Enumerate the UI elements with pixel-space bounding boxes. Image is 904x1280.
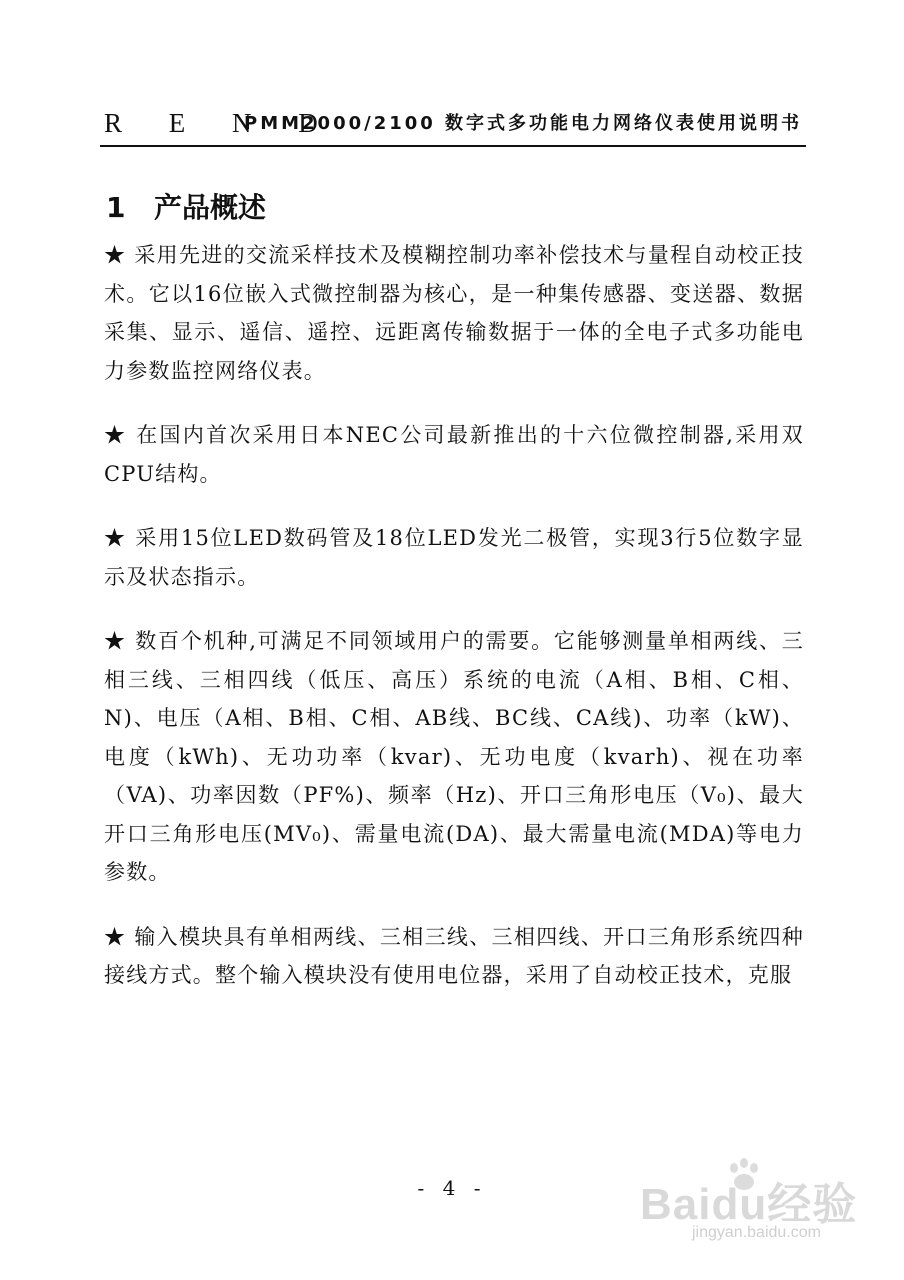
section-title: 产品概述 [154, 191, 267, 224]
paragraph: ★ 采用15位LED数码管及18位LED发光二极管，实现3行5位数字显示及状态指示。 [104, 526, 804, 589]
paragraph: ★ 数百个机种,可满足不同领域用户的需要。它能够测量单相两线、三相三线、三相四线（低压、高压）系统的电流（A相、B相、C相、N)、电压（A相、B相、C相、AB线、BC线、CA线)、功率（kW)、电度（kWh)、无功功率（kvar)、无功电度（kvarh)、视在功率（VA)、功率因数（PF%)、频率（Hz)、开口三角形电压（V₀)、最大开口三角形电压(MV₀)、需量电流(DA)、最大需量电流(MDA)等电力参数。 [104, 629, 804, 884]
baidu-watermark [640, 1148, 860, 1258]
body-text [104, 236, 804, 1021]
watermark-url: jingyan.baidu.com [692, 1224, 821, 1241]
page-header [104, 106, 804, 140]
paragraph: ★ 在国内首次采用日本NEC公司最新推出的十六位微控制器,采用双CPU结构。 [104, 423, 804, 486]
page-number: - 4 - [417, 1176, 487, 1200]
watermark-logo-text: Baidu经验 [640, 1180, 858, 1229]
section-number: 1 [106, 191, 126, 224]
document-title: PMM2000/2100 数字式多功能电力网络仪表使用说明书 [244, 113, 803, 134]
brand-logo: R E N D [104, 108, 338, 138]
header-rule [100, 145, 806, 147]
paragraph: ★ 输入模块具有单相两线、三相三线、三相四线、开口三角形系统四种接线方式。整个输入模块没有使用电位器，采用了自动校正技术，克服 [104, 924, 804, 987]
section-heading [106, 188, 266, 228]
paragraph: ★ 采用先进的交流采样技术及模糊控制功率补偿技术与量程自动校正技术。它以16位嵌入式微控制器为核心，是一种集传感器、变送器、数据采集、显示、遥信、遥控、远距离传输数据于一体的全电子式多功能电力参数监控网络仪表。 [104, 243, 804, 383]
